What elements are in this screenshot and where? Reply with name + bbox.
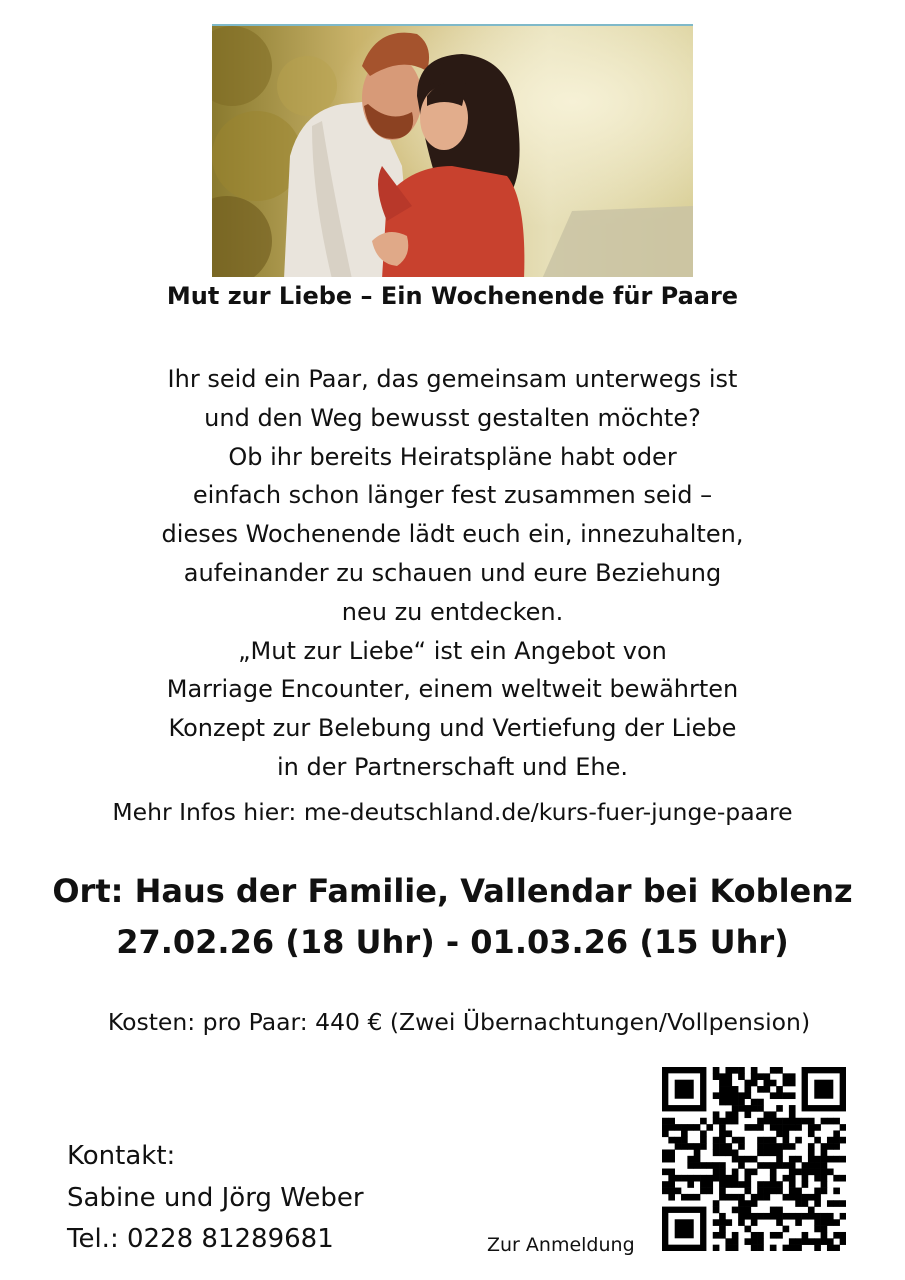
- description: [0, 360, 905, 787]
- contact-phone[interactable]: Tel.: 0228 81289681: [67, 1224, 334, 1254]
- description-line: „Mut zur Liebe“ ist ein Angebot von: [238, 636, 667, 665]
- dates-heading: 27.02.26 (18 Uhr) - 01.03.26 (15 Uhr): [116, 923, 789, 961]
- description-line: einfach schon länger fest zusammen seid –: [192, 481, 713, 510]
- description-line: dieses Wochenende lädt euch ein, innezuhalten,: [161, 520, 744, 549]
- description-line: und den Weg bewusst gestalten möchte?: [204, 403, 701, 432]
- contact-heading: Kontakt:: [67, 1141, 176, 1171]
- qr-code-icon[interactable]: [662, 1067, 846, 1251]
- registration-label: Zur Anmeldung: [487, 1234, 635, 1256]
- contact-block: [67, 1136, 364, 1261]
- costs-text: Kosten: pro Paar: 440 € (Zwei Übernachtungen/Vollpension): [107, 1008, 811, 1036]
- description-line: aufeinander zu schauen und eure Beziehung: [183, 558, 722, 587]
- description-line: in der Partnerschaft und Ehe.: [277, 752, 628, 781]
- location-heading: Ort: Haus der Familie, Vallendar bei Koblenz: [52, 872, 853, 910]
- description-line: Marriage Encounter, einem weltweit bewährten: [166, 675, 739, 704]
- description-line: Ob ihr bereits Heiratspläne habt oder: [228, 442, 677, 471]
- description-line: Konzept zur Belebung und Vertiefung der Liebe: [168, 714, 737, 743]
- couple-photo: [212, 24, 693, 277]
- description-line: Ihr seid ein Paar, das gemeinsam unterwegs ist: [167, 365, 738, 393]
- more-info-link[interactable]: Mehr Infos hier: me-deutschland.de/kurs-fuer-junge-paare: [112, 798, 793, 826]
- page-title: Mut zur Liebe – Ein Wochenende für Paare: [166, 282, 739, 310]
- description-line: neu zu entdecken.: [341, 597, 564, 626]
- contact-names: Sabine und Jörg Weber: [67, 1182, 364, 1213]
